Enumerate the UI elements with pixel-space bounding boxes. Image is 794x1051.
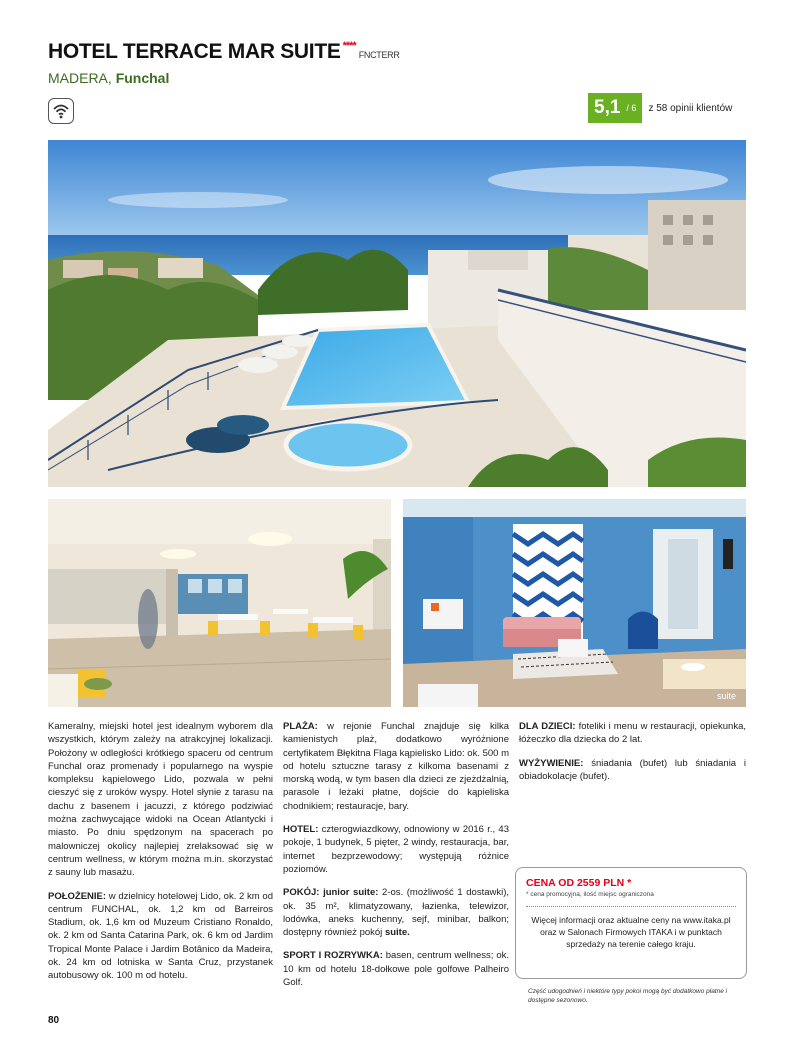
location-section bbox=[48, 890, 273, 983]
region-name: MADERA, bbox=[48, 70, 112, 86]
food-section bbox=[519, 757, 746, 784]
room-type: junior suite: bbox=[323, 887, 379, 899]
sport-text: basen, centrum wellness; ok. 10 km od hotelu 18-dołkowe pole golfowe Palheiro Golf. bbox=[283, 950, 509, 989]
customer-rating bbox=[588, 93, 732, 123]
page-number: 80 bbox=[48, 1015, 60, 1026]
city-name: Funchal bbox=[115, 70, 170, 86]
kids-text: foteliki i menu w restauracji, opiekunka, łóżeczko dla dziecka do 2 lat. bbox=[519, 721, 746, 746]
location-text: w dzielnicy hotelowej Lido, ok. 2 km od centrum FUNCHAL, ok. 1,2 km od Barreiros Stadium, ok. 1,6 km od Muzeum Cristiano Ronaldo, ok. 2 km od Santa Catarina Park, ok. 6 km od Jardim Tropical Monte Palace i Jardim Botânico da Madeira, ok. 24 km od lotniska w Santa Cruz, przystanek autobusowy ok. 100 m od hotelu. bbox=[48, 890, 273, 982]
hotel-section bbox=[283, 823, 509, 876]
room-text: 2-os. (możliwość 1 dostawki), ok. 35 m², klimatyzowany, łazienka, telewizor, lodówka, aneks kuchenny, sejf, minibar, balkon; dostępny również pokój bbox=[283, 887, 510, 939]
suite-photo-caption: suite bbox=[716, 691, 736, 701]
price-title: CENA OD 2559 PLN * bbox=[526, 877, 632, 889]
price-info: Więcej informacji oraz aktualne ceny na www.itaka.pl oraz w Salonach Firmowych ITAKA i w punktach sprzedaży na terenie całego kraju. bbox=[531, 915, 731, 949]
sport-section bbox=[283, 949, 509, 989]
beach-heading: PLAŻA: bbox=[283, 721, 318, 732]
price-box bbox=[515, 867, 747, 979]
kids-section bbox=[519, 720, 746, 747]
hotel-name: HOTEL TERRACE MAR SUITE bbox=[48, 40, 341, 63]
rating-score: 5,1 bbox=[594, 97, 621, 118]
rating-reviews-count: z 58 opinii klientów bbox=[648, 102, 733, 114]
hotel-title bbox=[48, 40, 400, 64]
kids-heading: DLA DZIECI: bbox=[519, 721, 576, 732]
room-heading: POKÓJ: bbox=[283, 887, 320, 899]
food-heading: WYŻYWIENIE: bbox=[519, 757, 584, 769]
price-divider bbox=[526, 906, 736, 907]
beach-text: w rejonie Funchal znajduje się kilka kamienistych plaż, dodatkowo wyróżnione certyfikatem Błękitna Flaga kąpielisko Lido: ok. 500 m od hotelu sztuczne tarasy z kilkoma basenami z morską wodą, w tym basen dla dzieci ze zjeżdżalnią, parasole i leżaki płatne, dojście do kąpieliska chodnikiem; restauracje, bary. bbox=[283, 721, 509, 812]
description-column-2 bbox=[283, 720, 509, 999]
sport-heading: SPORT I ROZRYWKA: bbox=[283, 950, 383, 962]
beach-section bbox=[283, 720, 509, 813]
price-note: * cena promocyjna, ilość miejsc ograniczona bbox=[526, 891, 654, 898]
hotel-heading: HOTEL: bbox=[283, 824, 319, 836]
star-rating: **** bbox=[342, 40, 356, 52]
description-column-3 bbox=[519, 720, 746, 793]
suite-photo bbox=[403, 499, 746, 707]
description-column-1 bbox=[48, 720, 273, 993]
room-extra: suite. bbox=[384, 927, 410, 939]
location-line bbox=[48, 70, 169, 86]
room-section bbox=[283, 886, 509, 939]
rooftop-pool-photo bbox=[48, 140, 746, 487]
location-heading: POŁOŻENIE: bbox=[48, 890, 107, 902]
rating-badge bbox=[588, 93, 642, 123]
wifi-icon bbox=[48, 98, 74, 124]
hotel-intro: Kameralny, miejski hotel jest idealnym wyborem dla wszystkich, którym zależy na atrakcyjnej lokalizacji. Położony w odległości krótkiego spaceru od centrum Funchal oraz promenady i popularnego na wyspie kompleksu kąpielowego Lido, pozwala w pełni cieszyć się z uroków wyspy. Hotel słynie z tarasu na dachu z basenem i jacuzzi, z którego podziwiać można zachwycające widoki na Ocean Atlantycki i miasto. Po dniu spędzonym na spacerach po malowniczej okolicy najlepiej zrelaksować się w centrum wellness, w którym można m.in. skorzystać z sauny lub masażu. bbox=[48, 721, 273, 879]
rating-max: / 6 bbox=[626, 103, 637, 113]
hotel-code: FNCTERR bbox=[358, 50, 400, 60]
hotel-text: czterogwiazdkowy, odnowiony w 2016 r., 43 pokoje, 1 budynek, 5 pięter, 2 windy, restauracja, bar, internet bezprzewodowy; występują różnice poziomów. bbox=[283, 824, 510, 875]
food-text: śniadania (bufet) lub śniadania i obiadokolacje (bufet). bbox=[519, 757, 746, 782]
restaurant-photo bbox=[48, 499, 391, 707]
amenities-footnote: Część udogodnień i niektóre typy pokoi mogą być dodatkowo płatne i dostępne sezonowo. bbox=[528, 988, 728, 1004]
